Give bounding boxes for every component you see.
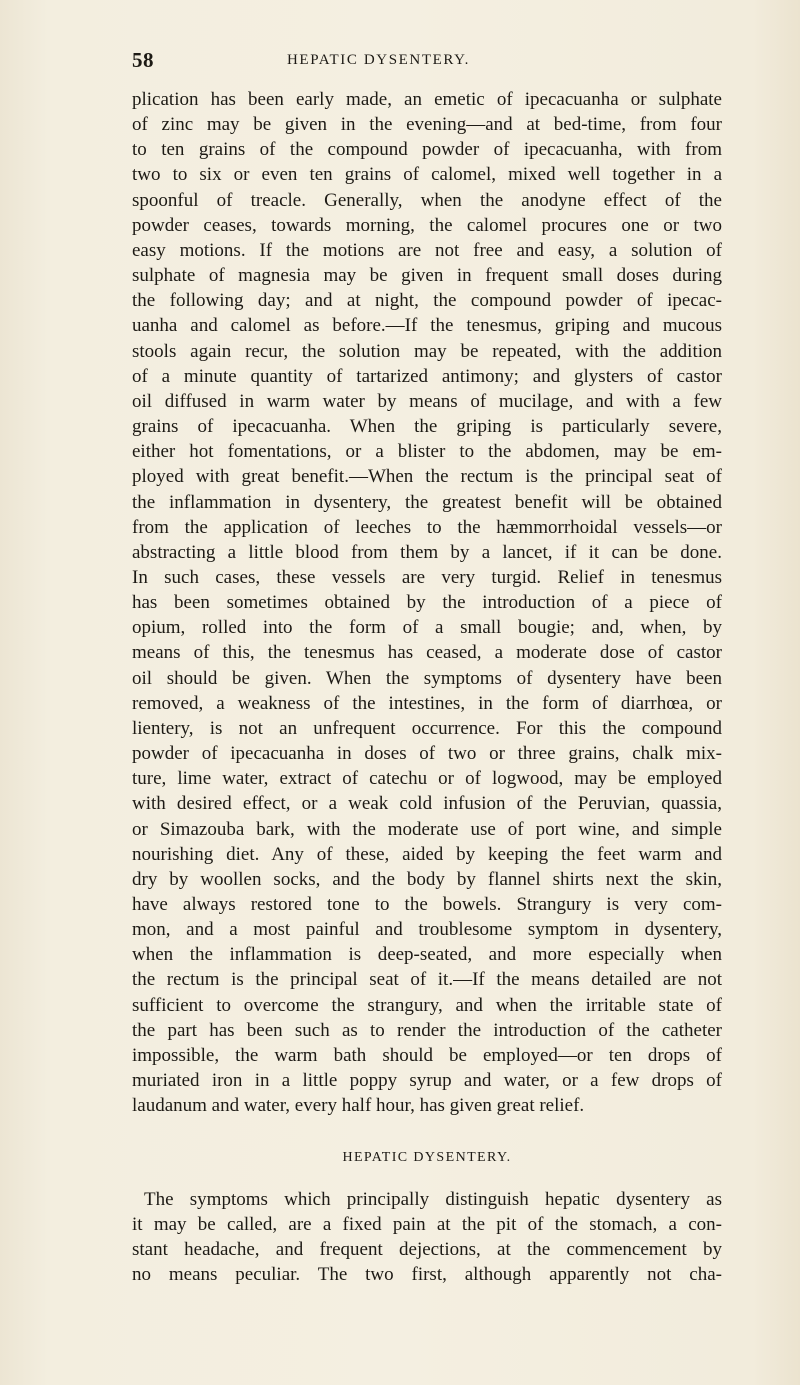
text-line: to ten grains of the compound powder of ipecacuanha, with from: [132, 139, 722, 161]
text-line: In such cases, these vessels are very turgid. Relief in tenesmus: [132, 566, 722, 588]
text-line: or Simazouba bark, with the moderate use of port wine, and simple: [132, 818, 722, 840]
text-line: have always restored tone to the bowels. Strangury is very com-: [132, 894, 722, 915]
text-line: grains of ipecacuanha. When the griping is particularly severe,: [132, 416, 722, 438]
text-line: laudanum and water, every half hour, has given great relief.: [132, 1095, 585, 1117]
section-paragraph: [132, 1187, 722, 1288]
text-line: oil diffused in warm water by means of mucilage, and with a few: [132, 390, 722, 412]
page-number: 58: [132, 48, 154, 72]
text-line: no means peculiar. The two first, although apparently not cha-: [132, 1264, 722, 1286]
text-line: dry by woollen socks, and the body by flannel shirts next the skin,: [132, 868, 722, 890]
text-line: means of this, the tenesmus has ceased, a moderate dose of castor: [132, 642, 722, 664]
text-line: spoonful of treacle. Generally, when the anodyne effect of the: [132, 189, 722, 211]
text-line: sufficient to overcome the strangury, and when the irritable state of: [132, 994, 722, 1016]
running-head: [132, 48, 722, 78]
text-line: muriated iron in a little poppy syrup and water, or a few drops of: [132, 1070, 722, 1092]
text-line: removed, a weakness of the intestines, in the form of diarrhœa, or: [132, 692, 722, 714]
text-line: has been sometimes obtained by the introduction of a piece of: [132, 592, 722, 614]
text-line: when the inflammation is deep-seated, and more especially when: [132, 944, 722, 966]
text-line: the following day; and at night, the compound powder of ipecac-: [132, 290, 722, 312]
text-line: of a minute quantity of tartarized antimony; and glysters of castor: [132, 365, 722, 387]
text-line: stant headache, and frequent dejections, at the commencement by: [132, 1239, 722, 1261]
text-line: nourishing diet. Any of these, aided by keeping the feet warm and: [132, 843, 722, 865]
text-line: powder of ipecacuanha in doses of two or three grains, chalk mix-: [132, 743, 722, 765]
text-line: two to six or even ten grains of calomel, mixed well together in a: [132, 164, 722, 186]
text-line: uanha and calomel as before.—If the tenesmus, griping and mucous: [132, 315, 722, 337]
section-heading: HEPATIC DYSENTERY.: [342, 1150, 512, 1165]
text-line: plication has been early made, an emetic of ipecacuanha or sulphate: [132, 89, 722, 110]
text-line: opium, rolled into the form of a small bougie; and, when, by: [132, 617, 722, 639]
text-line: either hot fomentations, or a blister to the abdomen, may be em-: [132, 441, 722, 463]
text-line: mon, and a most painful and troublesome symptom in dysentery,: [132, 919, 722, 941]
text-line: it may be called, are a fixed pain at the pit of the stomach, a con-: [132, 1214, 722, 1236]
text-line: from the application of leeches to the hæmmorrhoidal vessels—or: [132, 516, 722, 538]
main-paragraph: [132, 87, 722, 1118]
text-line: the part has been such as to render the introduction of the catheter: [132, 1019, 722, 1041]
text-line: ployed with great benefit.—When the rectum is the principal seat of: [132, 466, 722, 488]
text-line: ture, lime water, extract of catechu or of logwood, may be employed: [132, 768, 722, 790]
text-line: of zinc may be given in the evening—and at bed-time, from four: [132, 114, 722, 136]
text-line: easy motions. If the motions are not free and easy, a solution of: [132, 239, 722, 261]
running-title: HEPATIC DYSENTERY.: [287, 52, 470, 68]
text-line: impossible, the warm bath should be employed—or ten drops of: [132, 1044, 722, 1066]
text-line: stools again recur, the solution may be repeated, with the addition: [132, 340, 722, 362]
text-line: The symptoms which principally distinguish hepatic dysentery as: [144, 1189, 722, 1210]
text-line: oil should be given. When the symptoms of dysentery have been: [132, 667, 722, 689]
text-line: powder ceases, towards morning, the calomel procures one or two: [132, 214, 722, 236]
text-line: the inflammation in dysentery, the greatest benefit will be obtained: [132, 491, 722, 513]
text-line: abstracting a little blood from them by a lancet, if it can be done.: [132, 541, 722, 563]
text-line: sulphate of magnesia may be given in frequent small doses during: [132, 265, 722, 287]
text-line: with desired effect, or a weak cold infusion of the Peruvian, quassia,: [132, 793, 722, 815]
text-line: lientery, is not an unfrequent occurrence. For this the compound: [132, 717, 722, 739]
text-line: the rectum is the principal seat of it.—If the means detailed are not: [132, 969, 722, 991]
